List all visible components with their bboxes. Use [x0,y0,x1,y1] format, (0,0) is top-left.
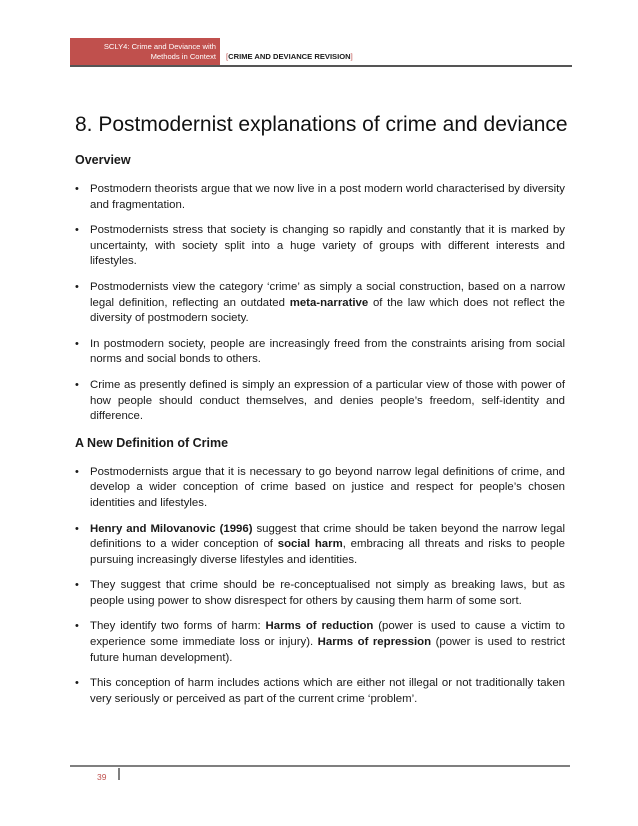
bullet-icon: • [75,522,79,535]
footer-divider [70,765,570,767]
list-item [75,378,565,425]
bullet-icon: • [75,465,79,478]
bracket-open: [ [226,52,229,61]
meta-narrative-term: meta-narrative [289,296,369,309]
new-definition-heading: A New Definition of Crime [75,435,229,450]
list-item [75,619,565,666]
course-label-line1: SCLY4: Crime and Deviance with [103,42,216,51]
bullet-text: Postmodernists stress that society is changing so rapidly and constantly that it is marked by uncertainty, with society split into a huge variety of groups with different interests and lifestyles. [90,224,565,268]
page-number: 39 [97,772,107,782]
bracket-close: ] [350,52,353,61]
bullet-text: They suggest that crime should be re-conceptualised not simply as breaking laws, but as people using power to show disrespect for others by causing them harm of some sort. [90,579,565,607]
bullet-icon: • [75,183,79,195]
page-number-separator [118,768,120,780]
list-item [75,223,565,270]
bullet-text: In postmodern society, people are increasingly freed from the constraints arising from social norms and social bonds to others. [90,337,565,366]
page-content [75,111,568,717]
bullet-text-post: , embracing all threats and risks to people pursuing increasingly diverse lifestyles and identities. [90,538,565,566]
list-item [75,280,565,327]
overview-list [75,182,565,425]
bullet-text-mid: suggest that crime should be taken beyond the narrow legal definitions to a wider conception of [90,522,565,551]
bullet-icon: • [75,280,79,293]
bullet-icon: • [75,620,79,633]
bullet-text-pre: Postmodernists view the category ‘crime’ as simply a social construction, based on a narrow legal definition, reflecting an outdated [90,280,565,309]
bullet-text: This conception of harm includes actions which are either not illegal or not traditionally taken very seriously or perceived as part of the current crime ‘problem’. [90,677,565,705]
list-item [75,337,565,368]
definition-list [75,465,565,708]
bullet-text-pre: They identify two forms of harm: [90,620,266,633]
list-item [75,522,565,569]
course-label-line2: Methods in Context [150,52,216,61]
social-harm-term: social harm [277,538,343,551]
henry-milovanovic-citation: Henry and Milovanovic (1996) [90,522,253,535]
bullet-text-post: of the law which does not reflect the diversity of postmodern society. [90,296,565,325]
list-item [75,676,565,707]
bullet-text: Postmodern theorists argue that we now live in a post modern world characterised by diversity and fragmentation. [90,183,565,211]
bullet-icon: • [75,677,79,690]
course-label-box [70,38,220,65]
harms-of-repression-term: Harms of repression [317,636,432,649]
list-item [75,182,565,213]
page-title: 8. Postmodernist explanations of crime and deviance [75,113,568,136]
revision-title: CRIME AND DEVIANCE REVISION [228,52,351,61]
list-item [75,578,565,609]
revision-header [226,52,353,61]
bullet-icon: • [75,224,79,237]
overview-heading: Overview [75,153,131,167]
bullet-text-mid: (power is used to cause a victim to experience some immediate loss or injury). [90,620,565,649]
bullet-text: Crime as presently defined is simply an expression of a particular view of those with power of how people should conduct themselves, and denies people’s freedom, self-identity and difference. [90,378,565,423]
list-item [75,465,565,512]
bullet-text: Postmodernists argue that it is necessary to go beyond narrow legal definitions of crime, and develop a wider conception of crime based on justice and respect for people’s chosen identities and lifestyles. [90,465,565,509]
harms-of-reduction-term: Harms of reduction [265,620,374,633]
bullet-icon: • [75,579,79,592]
header-divider [70,65,572,67]
bullet-icon: • [75,378,79,391]
bullet-text-post: (power is used to restrict future human development). [90,636,566,664]
bullet-icon: • [75,337,79,350]
